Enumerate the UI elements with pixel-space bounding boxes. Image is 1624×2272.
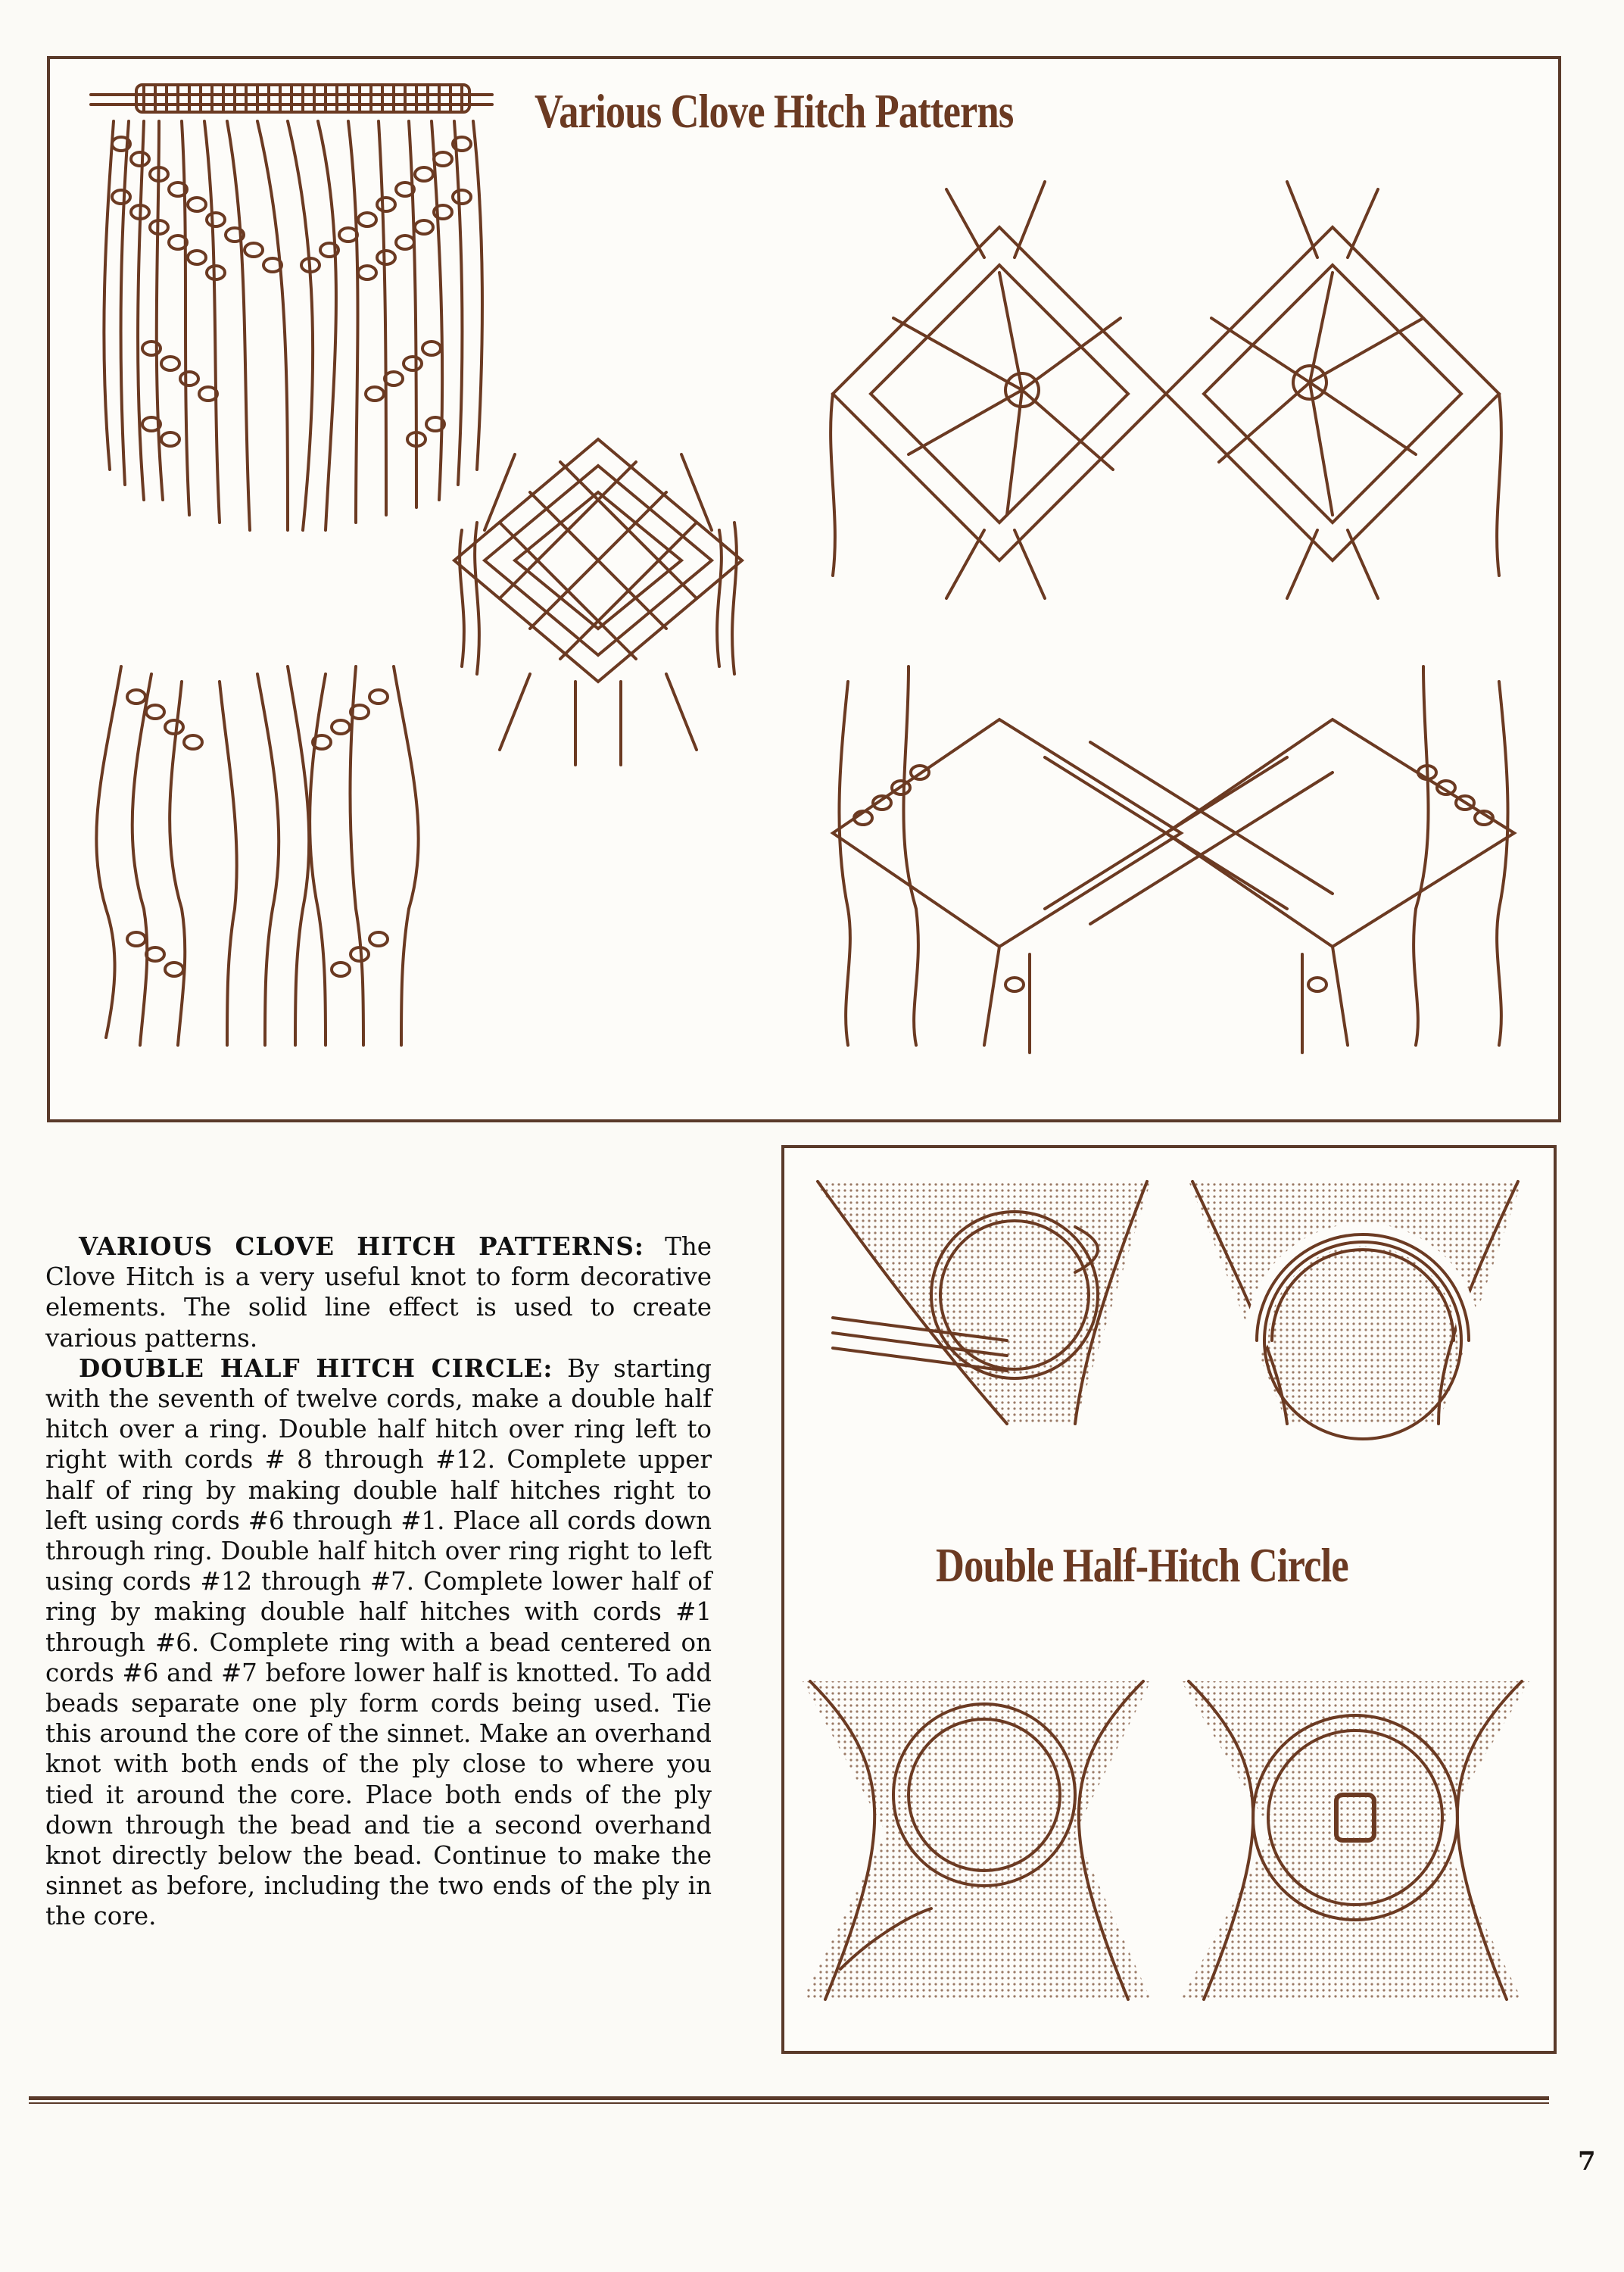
- step-4-finished-circle: [1181, 1681, 1529, 1999]
- lead-double-half-hitch: DOUBLE HALF HITCH CIRCLE:: [79, 1353, 553, 1383]
- lead-clove-hitch: VARIOUS CLOVE HITCH PATTERNS:: [79, 1231, 644, 1261]
- step-2-upper-half: [1189, 1181, 1522, 1439]
- clove-hitch-title: Various Clove Hitch Patterns: [535, 84, 1014, 138]
- paragraph-double-half-hitch: [45, 1353, 712, 1932]
- footer-rule: [29, 2096, 1549, 2100]
- instructions-text: [45, 1231, 712, 1932]
- step-1-ring-start: [814, 1181, 1151, 1424]
- step-3-lower-half: [803, 1681, 1151, 1999]
- double-half-hitch-title: Double Half-Hitch Circle: [936, 1538, 1348, 1592]
- footer-rule-thin: [29, 2102, 1549, 2104]
- text-clove-hitch: The Clove Hitch is a very useful knot to form decorative elements. The solid line effect is used to create various patterns.: [45, 1232, 712, 1353]
- page-number: 7: [1578, 2146, 1596, 2177]
- paragraph-clove-hitch: [45, 1231, 712, 1353]
- text-double-half-hitch: By starting with the seventh of twelve cords, make a double half hitch over a ring. Double half hitch over ring left to right with cords # 8 through #12. Complete upper half of ring by making double half hitches right to left using cords #6 through #1. Place all cords down through ring. Double half hitch over ring right to left using cords #12 through #7. Complete lower half of ring by making double half hitches with cords #1 through #6. Complete ring with a bead centered on cords #6 and #7 before lower half is knotted. To add beads separate one ply form cords being used. Tie this around the core of the sinnet. Make an overhand knot with both ends of the ply close to where you tied it around the core. Place both ends of the ply down through the bead and tie a second overhand knot directly below the bead. Continue to make the sinnet as before, including the two ends of the ply in the core.: [45, 1353, 712, 1931]
